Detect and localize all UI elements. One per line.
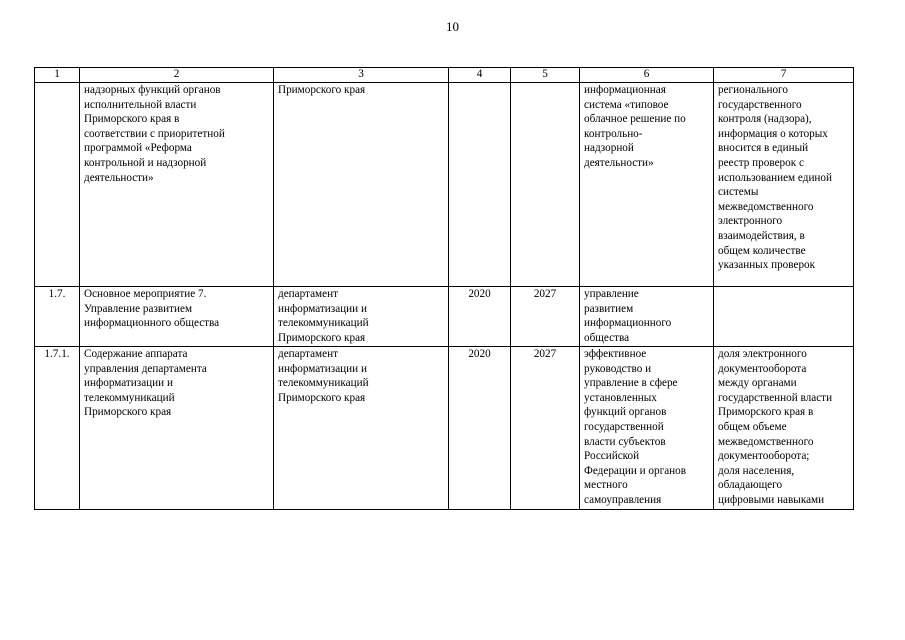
executor-cell: Приморского края [274,83,449,287]
expected-result-cell: управление развитием информационного общества [580,287,714,347]
column-header: 7 [714,68,854,83]
column-header: 1 [35,68,80,83]
start-year-cell: 2020 [449,347,511,510]
table-row [35,287,854,347]
column-header: 3 [274,68,449,83]
row-number-cell: 1.7. [35,287,80,347]
column-header: 4 [449,68,511,83]
row-number-cell: 1.7.1. [35,347,80,510]
column-header: 2 [80,68,274,83]
indicator-cell [714,287,854,347]
start-year-cell [449,83,511,287]
table-row [35,83,854,287]
column-header: 5 [511,68,580,83]
column-header: 6 [580,68,714,83]
end-year-cell: 2027 [511,287,580,347]
event-name-cell: надзорных функций органов исполнительной власти Приморского края в соответствии с приоритетной программой «Реформа контрольной и надзорной деятельности» [80,83,274,287]
executor-cell: департамент информатизации и телекоммуникаций Приморского края [274,287,449,347]
indicator-cell: регионального государственного контроля (надзора), информация о которых вносится в единый реестр проверок с использованием единой системы межведомственного электронного взаимодействия, в общем количестве указанных проверок [714,83,854,287]
expected-result-cell: информационная система «типовое облачное решение по контрольно- надзорной деятельности» [580,83,714,287]
table-row [35,347,854,510]
table-header-row [35,68,854,83]
event-name-cell: Основное мероприятие 7. Управление развитием информационного общества [80,287,274,347]
executor-cell: департамент информатизации и телекоммуникаций Приморского края [274,347,449,510]
page-number: 10 [446,19,459,34]
end-year-cell: 2027 [511,347,580,510]
row-number-cell [35,83,80,287]
indicator-cell: доля электронного документооборота между органами государственной власти Приморского края в общем объеме межведомственного документооборота; доля населения, обладающего цифровыми навыками [714,347,854,510]
end-year-cell [511,83,580,287]
expected-result-cell: эффективное руководство и управление в сфере установленных функций органов государственной власти субъектов Российской Федерации и органов местного самоуправления [580,347,714,510]
program-events-table [34,67,854,510]
event-name-cell: Содержание аппарата управления департамента информатизации и телекоммуникаций Приморского края [80,347,274,510]
start-year-cell: 2020 [449,287,511,347]
